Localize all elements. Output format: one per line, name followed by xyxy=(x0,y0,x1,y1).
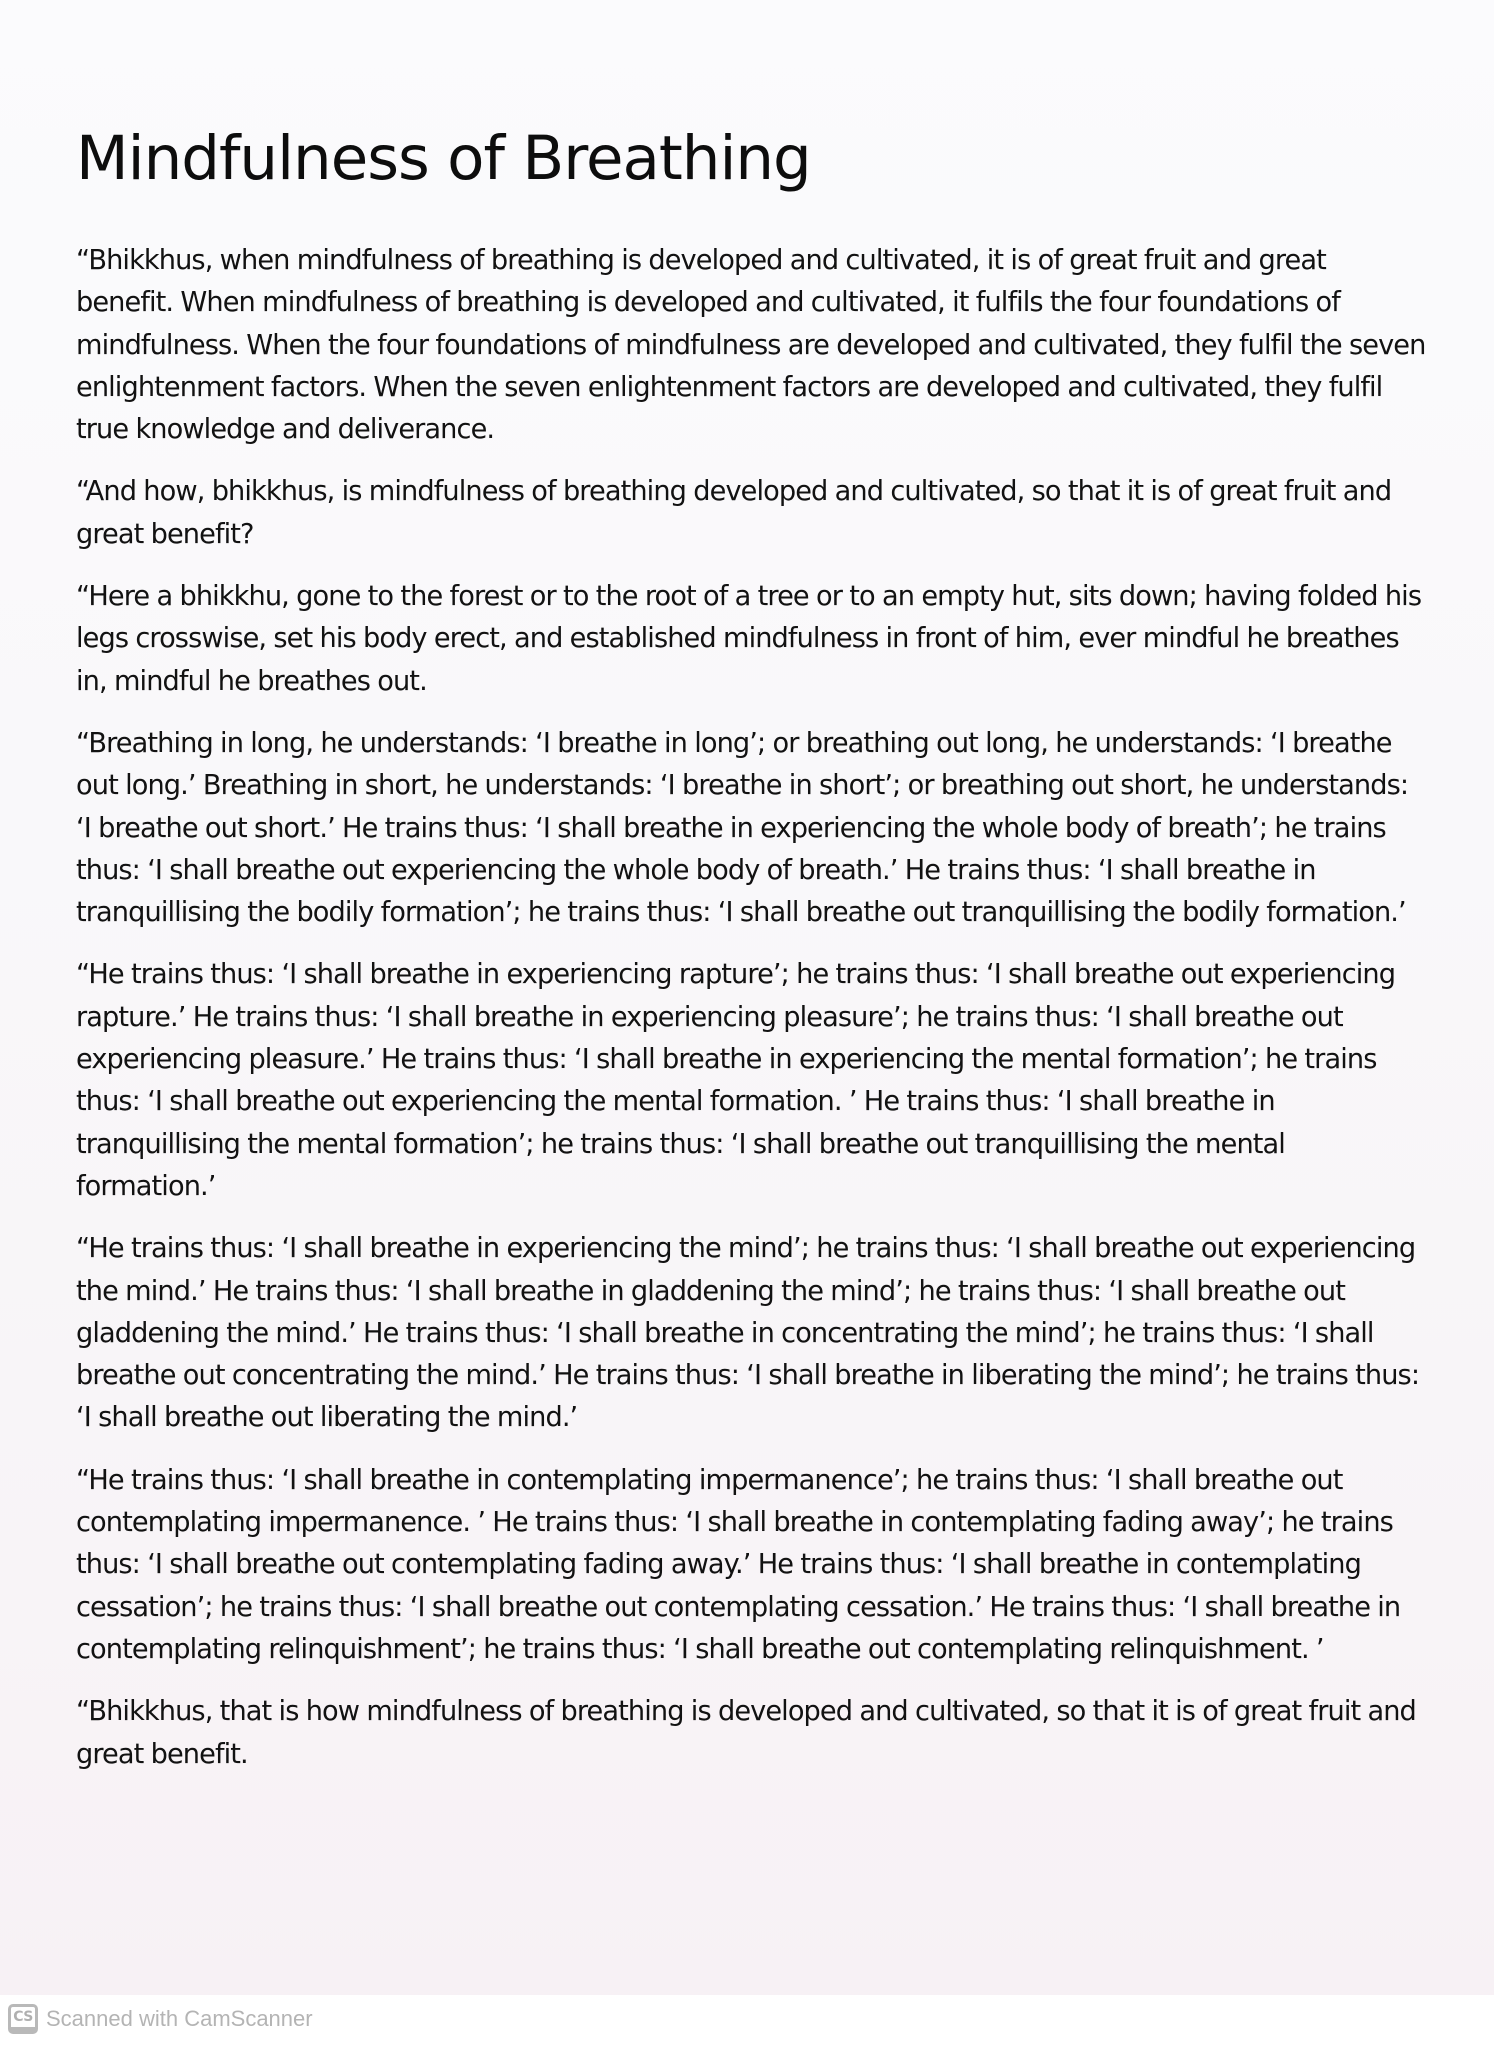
camscanner-logo-icon: CS xyxy=(8,2004,38,2034)
camscanner-watermark xyxy=(8,2004,313,2034)
paragraph-dhamma-tetrad: “He trains thus: ‘I shall breathe in contemplating impermanence’; he trains thus: ‘I shall breathe out contemplating impermanence. ’ He trains thus: ‘I shall breathe in contemplating fading away’; he trains thus: ‘I shall breathe out contemplating fading away.’ He trains thus: ‘I shall breathe in contemplating cessation’; he trains thus: ‘I shall breathe out contemplating cessation.’ He trains thus: ‘I shall breathe in contemplating relinquishment’; he trains thus: ‘I shall breathe out contemplating relinquishment. ’ xyxy=(76,1464,1401,1665)
page-title: Mindfulness of Breathing xyxy=(76,123,811,194)
paragraph-conclusion: “Bhikkhus, that is how mindfulness of breathing is developed and cultivated, so that it is of great fruit and great benefit. xyxy=(76,1696,1416,1770)
watermark-text: Scanned with CamScanner xyxy=(46,2006,313,2031)
paragraph-intro: “Bhikkhus, when mindfulness of breathing is developed and cultivated, it is of great fruit and great benefit. When mindfulness of breathing is developed and cultivated, it fulfils the four foundations of mindfulness. When the four foundations of mindfulness are developed and cultivated, they fulfil the seven enlightenment factors. When the seven enlightenment factors are developed and cultivated, they fulfil true knowledge and deliverance. xyxy=(76,245,1426,446)
paragraph-posture: “Here a bhikkhu, gone to the forest or to the root of a tree or to an empty hut, sits down; having folded his legs crosswise, set his body erect, and established mindfulness in front of him, ever mindful he breathes in, mindful he breathes out. xyxy=(76,581,1422,697)
body-text xyxy=(76,240,1426,1796)
paragraph-feeling-tetrad: “He trains thus: ‘I shall breathe in experiencing rapture’; he trains thus: ‘I shall breathe out experiencing rapture.’ He trains thus: ‘I shall breathe in experiencing pleasure’; he trains thus: ‘I shall breathe out experiencing pleasure.’ He trains thus: ‘I shall breathe in experiencing the mental formation’; he trains thus: ‘I shall breathe out experiencing the mental formation. ’ He trains thus: ‘I shall breathe in tranquillising the mental formation’; he trains thus: ‘I shall breathe out tranquillising the mental formation.’ xyxy=(76,959,1396,1202)
paragraph-mind-tetrad: “He trains thus: ‘I shall breathe in experiencing the mind’; he trains thus: ‘I shall breathe out experiencing the mind.’ He trains thus: ‘I shall breathe in gladdening the mind’; he trains thus: ‘I shall breathe out gladdening the mind.’ He trains thus: ‘I shall breathe in concentrating the mind’; he trains thus: ‘I shall breathe out concentrating the mind.’ He trains thus: ‘I shall breathe in liberating the mind’; he trains thus: ‘I shall breathe out liberating the mind.’ xyxy=(76,1233,1420,1434)
paragraph-body-tetrad: “Breathing in long, he understands: ‘I breathe in long’; or breathing out long, he understands: ‘I breathe out long.’ Breathing in short, he understands: ‘I breathe in short’; or breathing out short, he understands: ‘I breathe out short.’ He trains thus: ‘I shall breathe in experiencing the whole body of breath’; he trains thus: ‘I shall breathe out experiencing the whole body of breath.’ He trains thus: ‘I shall breathe in tranquillising the bodily formation’; he trains thus: ‘I shall breathe out tranquillising the bodily formation.’ xyxy=(76,727,1409,929)
paragraph-question: “And how, bhikkhus, is mindfulness of breathing developed and cultivated, so that it is of great fruit and great benefit? xyxy=(76,476,1392,550)
